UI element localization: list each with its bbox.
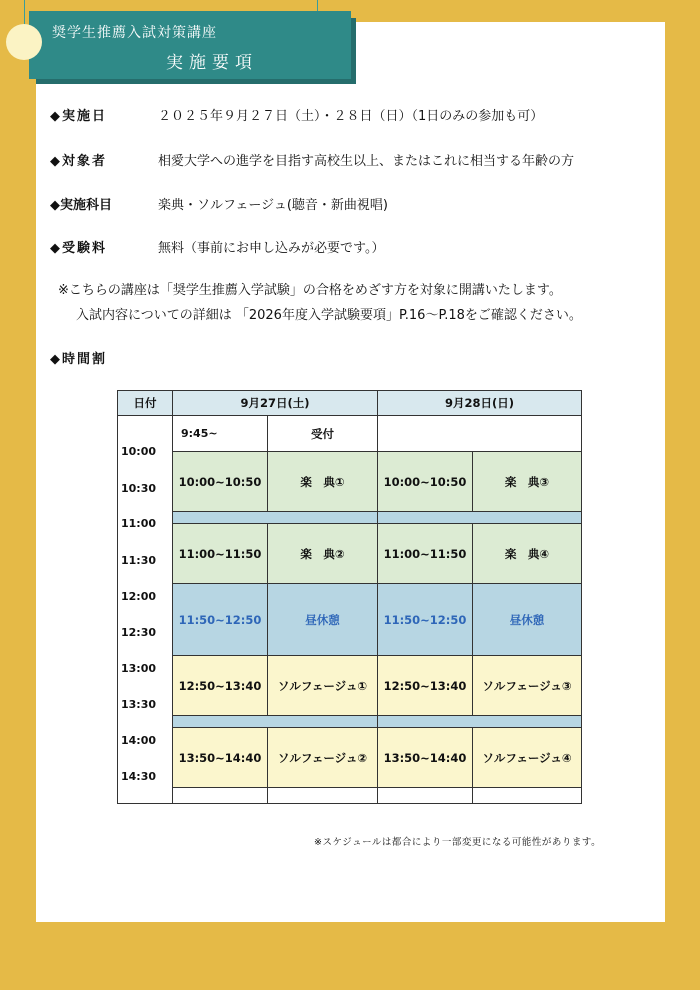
day2-session1-time: 10:00~10:50 [378,452,473,512]
note-line2: 入試内容についての詳細は 「2026年度入学試験要項」P.16〜P.18をご確認ください。 [76,308,582,323]
day2-session3-time: 12:50~13:40 [378,656,473,716]
info-fee-value: 無料（事前にお申し込みが必要です。） [158,241,385,256]
info-fee [50,237,384,256]
info-date [50,105,543,124]
info-subject [50,194,388,213]
hour-label: 12:00 [121,590,157,603]
info-date-label: ◆実施日 [50,109,107,124]
hour-label: 13:30 [121,698,157,711]
day2-lunch-time: 11:50~12:50 [378,584,473,656]
info-target-label: ◆対象者 [50,154,107,169]
day1-session3-time: 12:50~13:40 [173,656,268,716]
hour-label: 11:30 [121,554,157,567]
info-fee-label: ◆受験料 [50,241,107,256]
hour-label: 11:00 [121,517,157,530]
hour-label: 13:00 [121,662,157,675]
hour-label: 14:30 [121,770,157,783]
info-date-value: ２０２５年９月２７日（土）・２８日（日）（1日のみの参加も可） [158,109,544,124]
schedule-title: ◆時間割 [50,352,107,367]
day2-session4-time: 13:50~14:40 [378,728,473,788]
info-target-value: 相愛大学への進学を目指す高校生以上、またはこれに相当する年齢の方 [158,154,575,169]
info-subject-value: 楽典・ソルフェージュ(聴音・新曲視唱) [158,198,388,213]
day1-session3-subject: ソルフェージュ① [268,656,378,716]
day2-lunch-label: 昼休憩 [473,584,582,656]
day1-session1-time: 10:00~10:50 [173,452,268,512]
reception-label: 受付 [268,416,378,452]
timetable-day2-header: 9月28日(日) [378,391,582,416]
day2-session2-time: 11:00~11:50 [378,524,473,584]
note-line1: ※こちらの講座は「奨学生推薦入学試験」の合格をめざす方を対象に開講いたします。 [58,283,562,298]
hour-label: 12:30 [121,626,157,639]
day1-session4-time: 13:50~14:40 [173,728,268,788]
hour-label: 10:00 [121,445,157,458]
title-line2: 実施要項 [166,53,258,73]
title-banner [30,12,350,78]
timetable-day1-header: 9月27日(土) [173,391,378,416]
day1-session2-subject: 楽 典② [268,524,378,584]
day2-session3-subject: ソルフェージュ③ [473,656,582,716]
day1-session2-time: 11:00~11:50 [173,524,268,584]
timetable [117,390,582,804]
day1-lunch-label: 昼休憩 [268,584,378,656]
timetable-date-header: 日付 [118,391,173,416]
day2-session2-subject: 楽 典④ [473,524,582,584]
footnote: ※スケジュールは都合により一部変更になる可能性があります。 [314,837,602,848]
title-line1: 奨学生推薦入試対策講座 [52,25,217,41]
info-subject-label: ◆実施科目 [50,198,112,213]
hour-label: 10:30 [121,482,157,495]
hour-label: 14:00 [121,734,157,747]
info-target [50,150,574,169]
day1-session1-subject: 楽 典① [268,452,378,512]
reception-time: 9:45~ [173,416,268,452]
day1-session4-subject: ソルフェージュ② [268,728,378,788]
decorative-circle [6,24,42,60]
day2-session4-subject: ソルフェージュ④ [473,728,582,788]
day2-session1-subject: 楽 典③ [473,452,582,512]
day1-lunch-time: 11:50~12:50 [173,584,268,656]
